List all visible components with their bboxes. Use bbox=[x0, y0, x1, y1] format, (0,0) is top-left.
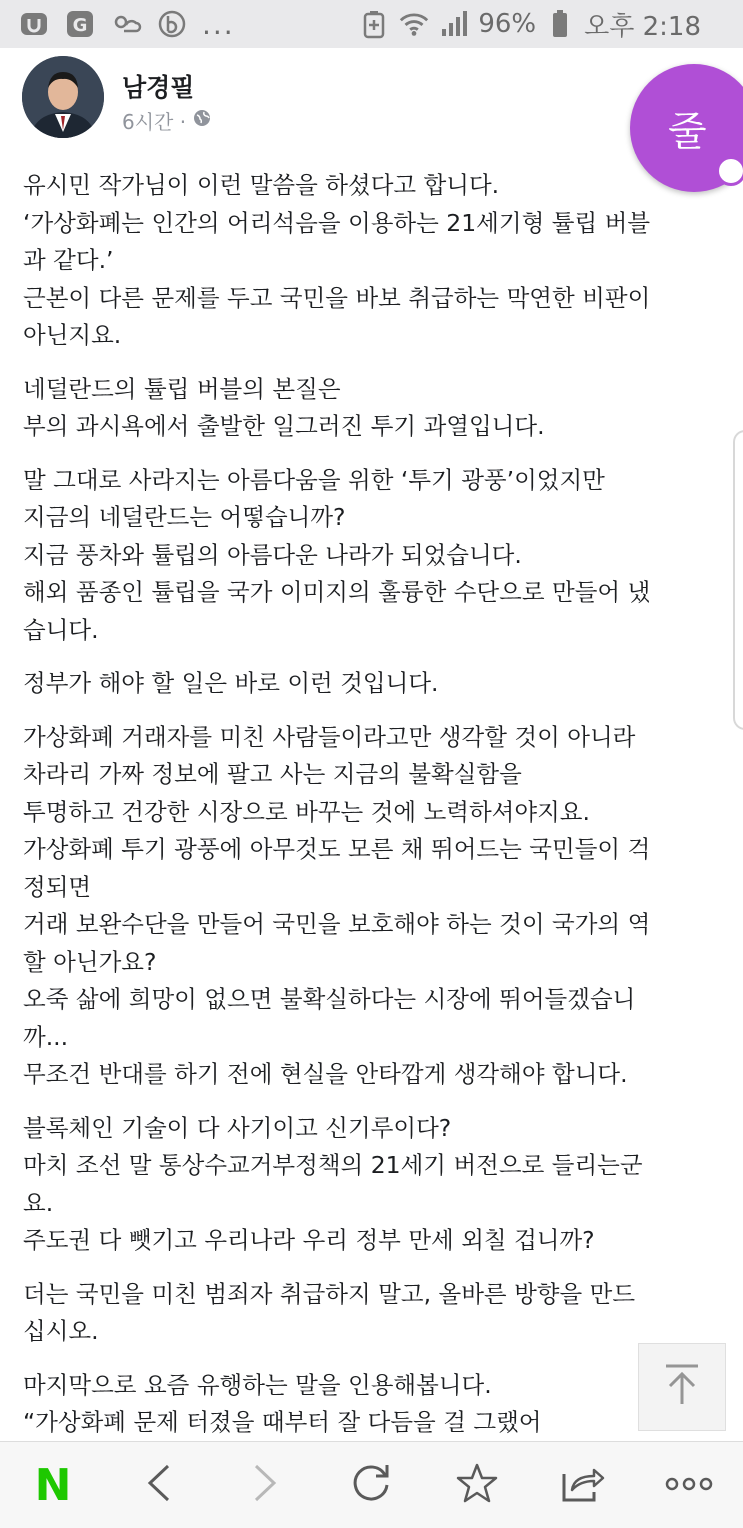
svg-text:G: G bbox=[72, 15, 88, 36]
battery-saver-icon bbox=[358, 8, 390, 40]
post-paragraph bbox=[23, 462, 728, 650]
avatar[interactable] bbox=[22, 56, 104, 138]
post-paragraph bbox=[23, 1276, 728, 1351]
bookmark-star-icon bbox=[455, 1461, 499, 1509]
more-icon bbox=[665, 1476, 713, 1495]
app-u-icon bbox=[18, 8, 50, 40]
post-text-line: 까... bbox=[23, 1022, 69, 1051]
naver-home-icon: N bbox=[34, 1459, 72, 1511]
post-paragraph bbox=[23, 1110, 728, 1260]
refresh-icon bbox=[349, 1461, 393, 1509]
status-bar bbox=[0, 0, 743, 48]
post-time[interactable]: 6시간 · bbox=[122, 110, 187, 134]
post-meta bbox=[122, 106, 212, 135]
back-to-top-button[interactable] bbox=[638, 1343, 726, 1431]
post-text-line: 습니다. bbox=[23, 615, 99, 644]
clock: 오후 2:18 bbox=[584, 11, 701, 42]
arrow-up-to-line-icon bbox=[662, 1362, 702, 1412]
weather-icon bbox=[110, 8, 142, 40]
post-text-line: 과 같다.’ bbox=[23, 246, 114, 274]
post-text-line: ‘가상화폐는 인간의 어리석음을 이용하는 21세기형 튤립 버블 bbox=[23, 208, 651, 237]
post-text-line: 부의 과시욕에서 출발한 일그러진 투기 과열입니다. bbox=[23, 412, 545, 440]
g-app-icon bbox=[64, 8, 96, 40]
post-text-line: 네덜란드의 튤립 버블의 본질은 bbox=[23, 374, 341, 403]
share-icon bbox=[560, 1462, 606, 1508]
post-text-line: 거래 보완수단을 만들어 국민을 보호해야 하는 것이 국가의 역 bbox=[23, 910, 651, 938]
author-name[interactable]: 남경필 bbox=[122, 73, 195, 102]
signal-icon bbox=[438, 8, 470, 40]
post-text-line: 무조건 반대를 하기 전에 현실을 안타깝게 생각해야 합니다. bbox=[23, 1060, 628, 1088]
post-text-line: 근본이 다른 문제를 두고 국민을 바보 취급하는 막연한 비판이 bbox=[23, 283, 651, 312]
post-text-line: 지금 풍차와 튤립의 아름다운 나라가 되었습니다. bbox=[23, 540, 522, 569]
post-text-line: 아닌지요. bbox=[23, 321, 122, 349]
floating-button-label: 줄 bbox=[668, 108, 707, 155]
post-text-line: “가상화폐 문제 터졌을 때부터 잘 다듬을 걸 그랬어 bbox=[23, 1408, 542, 1436]
post-text-line: 지금의 네덜란드는 어떻습니까? bbox=[23, 503, 346, 531]
refresh-button[interactable] bbox=[318, 1442, 424, 1528]
forward-button[interactable] bbox=[212, 1442, 318, 1528]
post-text-line: 가상화폐 거래자를 미친 사람들이라고만 생각할 것이 아니라 bbox=[23, 722, 636, 751]
post-body bbox=[23, 167, 728, 1495]
post-text-line: 할 아닌가요? bbox=[23, 947, 157, 976]
forward-icon bbox=[250, 1462, 280, 1508]
post-text-line: 해외 품종인 튤립을 국가 이미지의 훌륭한 수단으로 만들어 냈 bbox=[23, 578, 651, 606]
post-text-line: 마지막으로 요즘 유행하는 말을 인용해봅니다. bbox=[23, 1370, 492, 1399]
more-notifications: ... bbox=[202, 7, 235, 41]
post-text-line: 투명하고 건강한 시장으로 바꾸는 것에 노력하셔야지요. bbox=[23, 797, 590, 826]
naver-home-button[interactable] bbox=[0, 1442, 106, 1528]
post-text-line: 오죽 삶에 희망이 없으면 불확실하다는 시장에 뛰어들겠습니 bbox=[23, 985, 636, 1013]
share-button[interactable] bbox=[530, 1442, 636, 1528]
post-text-line: 가상화폐 투기 광풍에 아무것도 모른 채 뛰어드는 국민들이 걱 bbox=[23, 835, 651, 863]
post-text-line: 요. bbox=[23, 1188, 54, 1217]
post-paragraph bbox=[23, 719, 728, 1094]
post-text-line: 유시민 작가님이 이런 말씀을 하셨다고 합니다. bbox=[23, 171, 500, 199]
post-text-line: 정되면 bbox=[23, 872, 92, 901]
post-text-line: 더는 국민을 미친 범죄자 취급하지 말고, 올바른 방향을 만드 bbox=[23, 1279, 636, 1308]
battery-percent: 96% bbox=[478, 9, 537, 39]
back-button[interactable] bbox=[106, 1442, 212, 1528]
wifi-icon bbox=[398, 8, 430, 40]
browser-toolbar bbox=[0, 1441, 743, 1528]
post-text-line: 마치 조선 말 통상수교거부정책의 21세기 버전으로 들리는군 bbox=[23, 1151, 643, 1179]
post-paragraph bbox=[23, 665, 728, 703]
post-paragraph bbox=[23, 371, 728, 446]
back-icon bbox=[144, 1462, 174, 1508]
post-text-line: 주도권 다 뺏기고 우리나라 우리 정부 만세 외칠 겁니까? bbox=[23, 1226, 595, 1254]
scroll-handle[interactable] bbox=[733, 430, 743, 730]
bookmark-button[interactable] bbox=[424, 1442, 530, 1528]
post-text-line: 차라리 가짜 정보에 팔고 사는 지금의 불확실함을 bbox=[23, 760, 522, 788]
post-text-line: 블록체인 기술이 다 사기이고 신기루이다? bbox=[23, 1113, 452, 1142]
battery-icon bbox=[544, 8, 576, 40]
post-text-line: 말 그대로 사라지는 아름다움을 위한 ‘투기 광풍’이었지만 bbox=[23, 465, 605, 494]
post-text-line: 십시오. bbox=[23, 1317, 99, 1345]
post-paragraph bbox=[23, 167, 728, 355]
b-app-icon bbox=[156, 8, 188, 40]
more-button[interactable] bbox=[636, 1442, 742, 1528]
post-text-line: 정부가 해야 할 일은 바로 이런 것입니다. bbox=[23, 669, 439, 697]
globe-icon bbox=[192, 108, 212, 133]
